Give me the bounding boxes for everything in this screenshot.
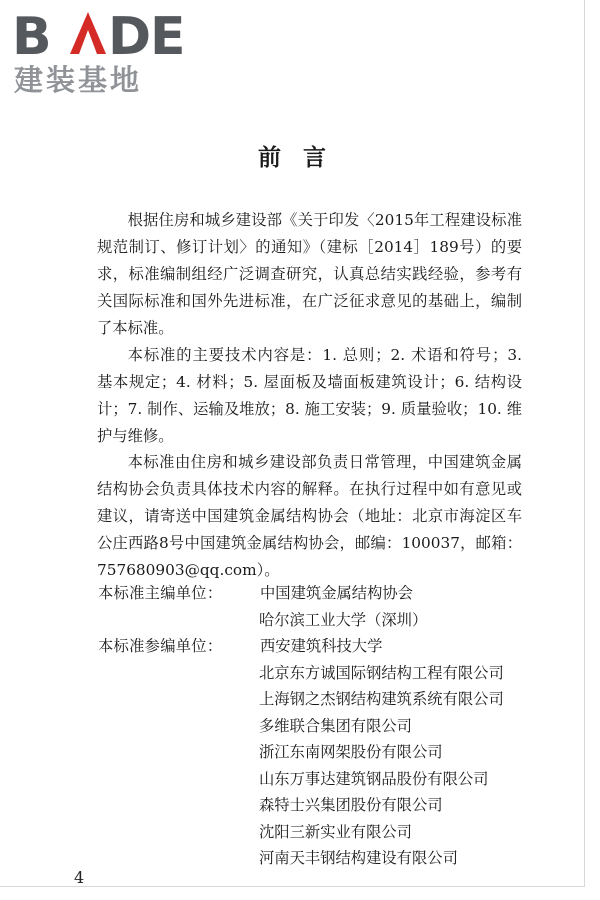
participant-unit: 北京东方诚国际钢结构工程有限公司 [259,663,504,682]
chief-editor-row [97,580,537,607]
participant-row [97,686,537,713]
logo-letter-e: E [150,8,186,60]
participant-unit: 森特士兴集团股份有限公司 [259,796,443,814]
participant-unit: 西安建筑科技大学 [260,637,383,655]
participant-label: 本标准参编单位： [98,637,223,655]
bade-wordmark [12,8,187,60]
participant-row [97,633,537,660]
chief-editor-row [97,607,537,634]
participant-row [97,766,537,793]
logo-subtitle: 建装基地 [14,63,143,97]
logo-letter-d: D [108,8,152,60]
page-number: 4 [74,868,85,887]
logo-letter-a: A [88,54,89,55]
participant-row [97,845,537,872]
participant-unit: 上海钢之杰钢结构建筑系统有限公司 [259,690,504,708]
preface-paragraph-1: 根据住房和城乡建设部《关于印发〈2015年工程建设标准规范制订、修订计划〉的通知》（建标［2014］189号）的要求，标准编制组经广泛调查研究，认真总结实践经验，参考有关国际标准和国外先进标准，在广泛征求意见的基础上，编制了本标准。 [97,211,522,337]
participant-row [97,739,537,766]
participant-unit: 沈阳三新实业有限公司 [259,822,412,841]
logo-letter-b: B [12,8,52,60]
chief-editor-label: 本标准主编单位： [98,584,223,602]
participant-unit: 浙江东南网架股份有限公司 [259,743,443,761]
page-title: 前言 [258,144,348,171]
editor-units [97,580,537,872]
chief-editor-unit: 中国建筑金属结构协会 [260,584,413,602]
participant-row [97,792,537,819]
preface-paragraph-3: 本标准由住房和城乡建设部负责日常管理，中国建筑金属结构协会负责具体技术内容的解释。在执行过程中如有意见或建议，请寄送中国建筑金属结构协会（地址：北京市海淀区车公庄西路8号中国建筑金属结构协会，邮编：100037，邮箱：757680903@qq.com）。 [97,453,522,579]
participant-row [97,660,537,687]
participant-unit: 多维联合集团有限公司 [259,716,412,735]
participant-unit: 山东万事达建筑钢品股份有限公司 [259,769,489,788]
participant-unit: 河南天丰钢结构建设有限公司 [259,849,458,867]
preface-paragraph-2: 本标准的主要技术内容是：1. 总则；2. 术语和符号；3. 基本规定；4. 材料；5. 屋面板及墙面板建筑设计；6. 结构设计；7. 制作、运输及堆放；8. 施工安装；9. 质量验收；10. 维护与维修。 [97,346,522,445]
participant-row [97,713,537,740]
chief-editor-unit: 哈尔滨工业大学（深圳） [259,610,428,629]
participant-row [97,819,537,846]
logo-triangle-a [70,12,106,55]
